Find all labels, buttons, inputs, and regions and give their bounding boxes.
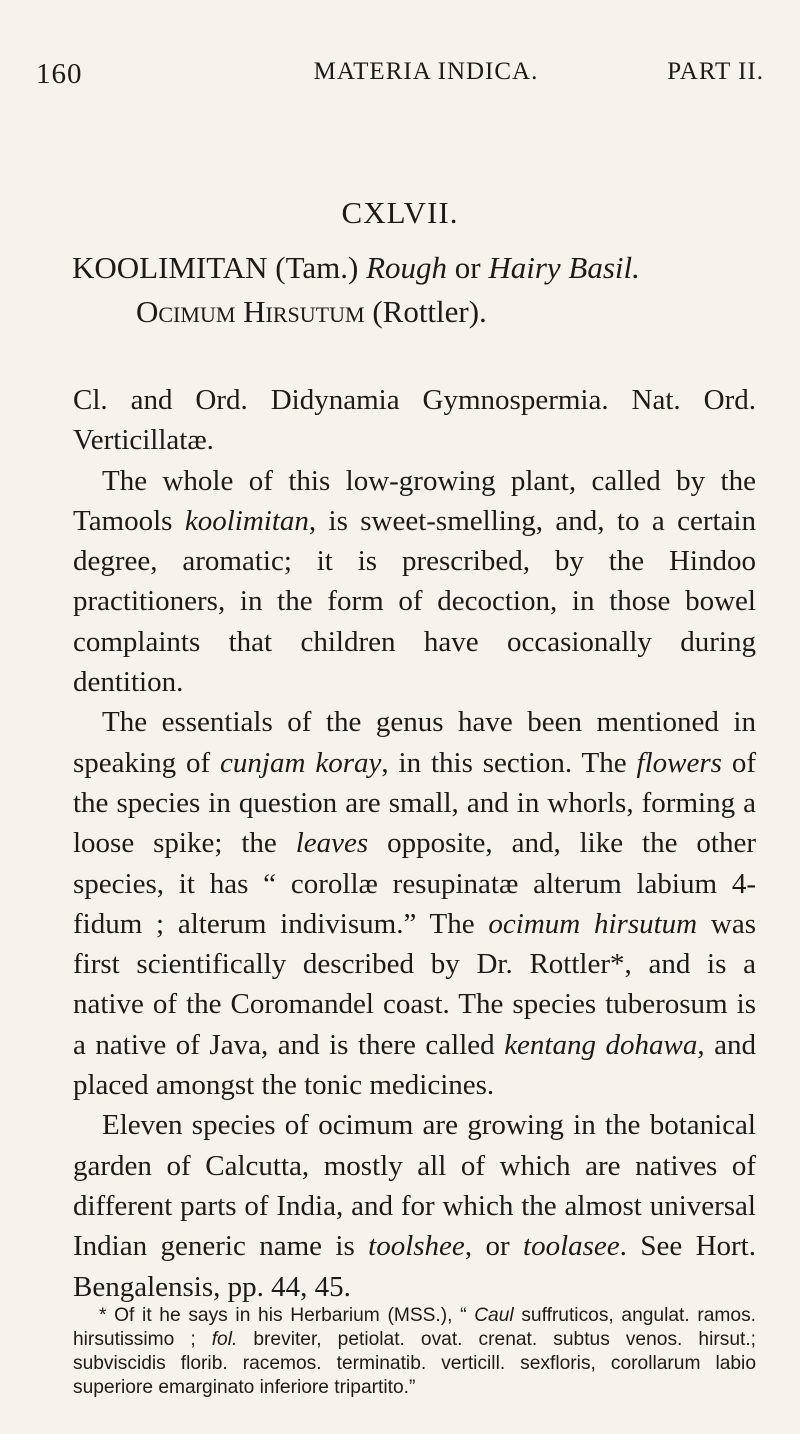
footnote: * Of it he says in his Herbarium (MSS.), “ Caul suffruticos, angulat. ramos. hirsutissimo ; fol. breviter, petiolat. ovat. crenat. subtus venos. hirsut.; subviscidis florib. racemos. terminatib. verticill. sexfloris, corollarum labio superiore emarginato inferiore tripartito.” [73, 1305, 757, 1398]
page-number: 160 [36, 58, 83, 90]
body-text [73, 380, 756, 1307]
entry-heading [72, 250, 640, 286]
common-name-1: Rough [366, 250, 448, 285]
running-title: MATERIA INDICA. [313, 58, 539, 85]
paragraph-description: The whole of this low-growing plant, called by the Tamools koolimitan, is sweet-smelling, and, to a certain degree, aromatic; it is prescribed, by the Hindoo practitioners, in the form of decoction, in those bowel complaints that children have occasionally during dentition. [73, 464, 756, 699]
species-name: Hirsutum [243, 294, 365, 329]
paragraph-botany: The essentials of the genus have been mentioned in speaking of cunjam koray, in this section. The flowers of the species in question are small, and in whorls, forming a loose spike; the leaves opposite, and, like the other species, it has “ corollæ resupinatæ alterum labium 4-fidum ; alterum indivisum.” The ocimum hirsutum was first scientifically described by Dr. Rottler*, and is a native of the Coromandel coast. The species tuberosum is a native of Java, and is there called kentang dohawa, and placed amongst the tonic medicines. [73, 706, 756, 1102]
tamil-name: koolimitan [184, 504, 309, 537]
running-header [36, 58, 764, 98]
plant-name: KOOLIMITAN [72, 250, 268, 285]
paragraph-species: Eleven species of ocimum are growing in the botanical garden of Calcutta, mostly all of which are natives of different parts of India, and for which the almost universal Indian generic name is toolshee, or toolasee. See Hort. Bengalensis, pp. 44, 45. [73, 1109, 756, 1303]
botanical-name [136, 294, 487, 330]
language-tag: (Tam.) [275, 250, 359, 285]
part-label: PART II. [667, 58, 764, 85]
conjunction: or [454, 250, 481, 285]
common-name-2: Hairy Basil. [488, 250, 640, 285]
genus-name: Ocimum [136, 294, 236, 329]
author-name: (Rottler). [372, 294, 487, 329]
section-number: CXLVII. [341, 195, 459, 230]
classification-paragraph: Cl. and Ord. Didynamia Gymnospermia. Nat. Ord. Verticillatæ. [73, 384, 756, 457]
